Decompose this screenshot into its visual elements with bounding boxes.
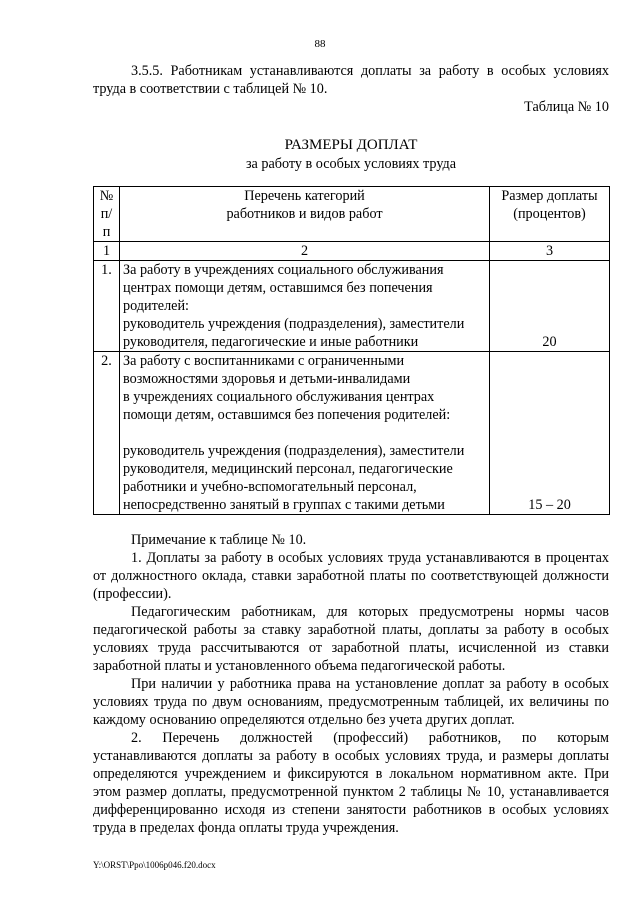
rates-table <box>93 186 610 515</box>
table-header-row <box>94 187 610 242</box>
intro-paragraph: 3.5.5. Работникам устанавливаются доплаты за работу в особых условиях труда в соответствии с таблицей № 10. <box>93 63 609 97</box>
note-paragraph: Педагогическим работникам, для которых предусмотрены нормы часов педагогической работы за ставку заработной платы, доплаты за работу в особых условиях труда рассчитываются от заработной платы, исчисленной из ставки заработной платы и установленного объема педагогической работы. <box>93 604 609 674</box>
index-cell: 2 <box>120 242 490 261</box>
table-heading: РАЗМЕРЫ ДОПЛАТ <box>284 137 418 153</box>
file-path-footer: Y:\ORST\Ppo\1006p046.f20.docx <box>93 860 216 870</box>
document-body <box>93 62 609 837</box>
table-index-row <box>94 242 610 261</box>
notes-title: Примечание к таблице № 10. <box>131 532 307 548</box>
index-cell: 3 <box>490 242 610 261</box>
header-name: Перечень категорий работников и видов работ <box>120 187 490 242</box>
row-number: 2. <box>94 352 120 515</box>
header-rate: Размер доплаты (процентов) <box>490 187 610 242</box>
index-cell: 1 <box>94 242 120 261</box>
note-paragraph: 1. Доплаты за работу в особых условиях труда устанавливаются в процентах от должностного оклада, ставки заработной платы по соответствующей должности (профессии). <box>93 550 609 602</box>
row-description: За работу в учреждениях социального обслуживания центрах помощи детям, оставшимся без попечения родителей: руководитель учреждения (подразделения), заместители руководителя, педагогические и иные работники <box>120 261 490 352</box>
table-subheading: за работу в особых условиях труда <box>245 156 457 172</box>
row-description: За работу с воспитанниками с ограниченными возможностями здоровья и детьми-инвалидами в учреждениях социального обслуживания центрах помощи детям, оставшимся без попечения родителей: руководитель учреждения (подразделения), заместители руководителя, медицинский персонал, педагогические работники и учебно-вспомогательный персонал, непосредственно занятый в группах с такими детьми <box>120 352 490 515</box>
row-rate: 15 – 20 <box>490 352 610 515</box>
note-paragraph: При наличии у работника права на установление доплат за работу в особых условиях труда по двум основаниям, предусмотренным таблицей, их величины по каждому основанию определяются отдельно без учета других доплат. <box>93 676 609 728</box>
table-row <box>94 261 610 352</box>
row-number: 1. <box>94 261 120 352</box>
table-row <box>94 352 610 515</box>
note-paragraph: 2. Перечень должностей (профессий) работников, по которым устанавливаются доплаты за работу в особых условиях труда, и размеры доплаты определяются учреждением и фиксируются в локальном нормативном акте. При этом размер доплаты, предусмотренной пунктом 2 таблицы № 10, устанавливается дифференцированно исходя из степени занятости работников в особых условиях труда в пределах фонда оплаты труда учреждения. <box>93 730 609 836</box>
notes-section <box>93 531 609 837</box>
table-caption: Таблица № 10 <box>524 99 609 115</box>
row-rate: 20 <box>490 261 610 352</box>
page-number: 88 <box>314 38 326 50</box>
header-num: № п/п <box>94 187 120 242</box>
